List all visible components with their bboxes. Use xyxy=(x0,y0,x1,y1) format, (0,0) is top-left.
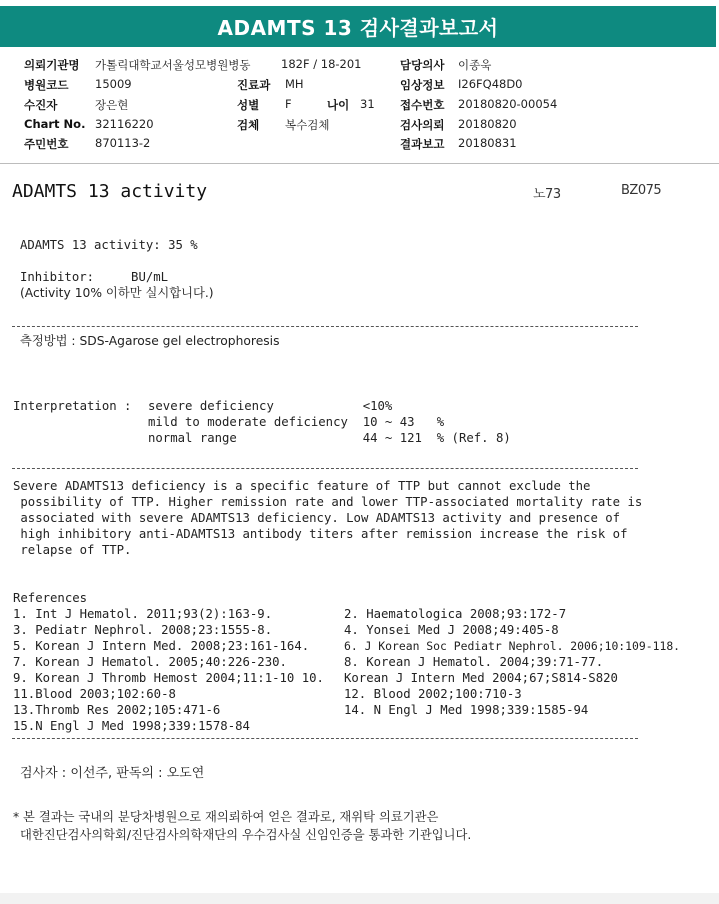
chart-label: Chart No. xyxy=(24,117,86,131)
accession-value: 20180820-00054 xyxy=(458,97,558,111)
footer-note-line-2: 대한진단검사의학회/진단검사의학재단의 우수검사실 신임인증을 통과한 기관입니다. xyxy=(20,828,472,842)
comment-line: relapse of TTP. xyxy=(13,543,132,557)
department-value: MH xyxy=(285,77,304,91)
dashed-divider-3 xyxy=(12,738,638,739)
report-section-title: ADAMTS 13 activity xyxy=(12,181,208,202)
reference-item: 12. Blood 2002;100:710-3 xyxy=(344,687,522,701)
interp-row: severe deficiency <10% xyxy=(148,399,393,413)
collector-value: 장은현 xyxy=(95,98,129,112)
interp-row: mild to moderate deficiency 10 ~ 43 % xyxy=(148,415,445,429)
page-bottom-band xyxy=(0,893,719,904)
reference-item: 8. Korean J Hematol. 2004;39:71-77. xyxy=(344,655,604,669)
chart-value: 32116220 xyxy=(95,117,154,131)
clinical-info-label: 임상정보 xyxy=(400,78,445,92)
reference-item: 2. Haematologica 2008;93:172-7 xyxy=(344,607,567,621)
specimen-value: 복수검체 xyxy=(285,118,330,132)
reference-item: 9. Korean J Thromb Hemost 2004;11:1-10 10. xyxy=(13,671,324,685)
reference-item: 11.Blood 2003;102:60-8 xyxy=(13,687,176,701)
collector-label: 수진자 xyxy=(24,98,58,112)
report-date-label: 결과보고 xyxy=(400,137,445,151)
comment-line: associated with severe ADAMTS13 deficiency. Low ADAMTS13 activity and presence of xyxy=(13,511,621,525)
reference-item: 4. Yonsei Med J 2008;49:405-8 xyxy=(344,623,559,637)
department-label: 진료과 xyxy=(237,78,271,92)
comment-line: high inhibitory anti-ADAMTS13 antibody titers after remission increase the risk of xyxy=(13,527,628,541)
report-date-value: 20180831 xyxy=(458,136,517,150)
handwritten-note-1: 노73 xyxy=(533,187,561,202)
request-date-value: 20180820 xyxy=(458,117,517,131)
hospital-code-label: 병원코드 xyxy=(24,78,69,92)
sex-label: 성별 xyxy=(237,98,260,112)
age-label: 나이 xyxy=(327,98,350,112)
report-title: ADAMTS 13 검사결과보고서 xyxy=(217,16,499,40)
clinical-info-value: I26FQ48D0 xyxy=(458,77,523,91)
header-divider xyxy=(0,163,719,164)
hospital-code-value: 15009 xyxy=(95,77,132,91)
reference-item: 14. N Engl J Med 1998;339:1585-94 xyxy=(344,703,589,717)
method-line: 측정방법 : SDS-Agarose gel electrophoresis xyxy=(20,334,280,348)
reference-item: 7. Korean J Hematol. 2005;40:226-230. xyxy=(13,655,287,669)
institution-value: 가톨릭대학교서울성모병원병동 xyxy=(95,58,251,72)
id-value: 870113-2 xyxy=(95,136,151,150)
accession-label: 접수번호 xyxy=(400,98,445,112)
inhibitor-result: Inhibitor: BU/mL xyxy=(20,270,169,284)
reference-item: 3. Pediatr Nephrol. 2008;23:1555-8. xyxy=(13,623,273,637)
examiner-line: 검사자 : 이선주, 판독의 : 오도연 xyxy=(20,766,205,781)
specimen-label: 검체 xyxy=(237,118,260,132)
doctor-value: 이종욱 xyxy=(458,58,492,72)
institution-label: 의뢰기관명 xyxy=(24,58,80,72)
doctor-label: 담당의사 xyxy=(400,58,445,72)
report-body xyxy=(0,175,719,895)
sex-value: F xyxy=(285,97,292,111)
interp-row: normal range 44 ~ 121 % (Ref. 8) xyxy=(148,431,511,445)
report-header xyxy=(0,6,716,47)
references-title: References xyxy=(13,591,88,605)
reference-item: 6. J Korean Soc Pediatr Nephrol. 2006;10:109-118. xyxy=(344,639,681,653)
request-date-label: 검사의뢰 xyxy=(400,118,445,132)
reference-item: 1. Int J Hematol. 2011;93(2):163-9. xyxy=(13,607,273,621)
handwritten-note-2: BZ075 xyxy=(621,183,662,198)
inhibitor-note: (Activity 10% 이하만 실시합니다.) xyxy=(20,286,214,300)
interpretation-label: Interpretation : xyxy=(13,399,132,413)
dashed-divider-1 xyxy=(12,326,638,327)
comment-line: possibility of TTP. Higher remission rate and lower TTP-associated mortality rate is xyxy=(13,495,643,509)
reference-item: 15.N Engl J Med 1998;339:1578-84 xyxy=(13,719,250,733)
patient-info-block xyxy=(0,55,719,155)
activity-result: ADAMTS 13 activity: 35 % xyxy=(20,238,198,252)
age-value: 31 xyxy=(360,97,375,111)
reference-item: Korean J Intern Med 2004;67;S814-S820 xyxy=(344,671,618,685)
reference-item: 5. Korean J Intern Med. 2008;23:161-164. xyxy=(13,639,310,653)
footer-note-line-1: * 본 결과는 국내의 분당차병원으로 재의뢰하여 얻은 결과로, 재위탁 의료기관은 xyxy=(13,810,439,824)
ward-value: 182F / 18-201 xyxy=(281,57,362,71)
comment-line: Severe ADAMTS13 deficiency is a specific feature of TTP but cannot exclude the xyxy=(13,479,591,493)
reference-item: 13.Thromb Res 2002;105:471-6 xyxy=(13,703,221,717)
dashed-divider-2 xyxy=(12,468,638,469)
id-label: 주민번호 xyxy=(24,137,69,151)
